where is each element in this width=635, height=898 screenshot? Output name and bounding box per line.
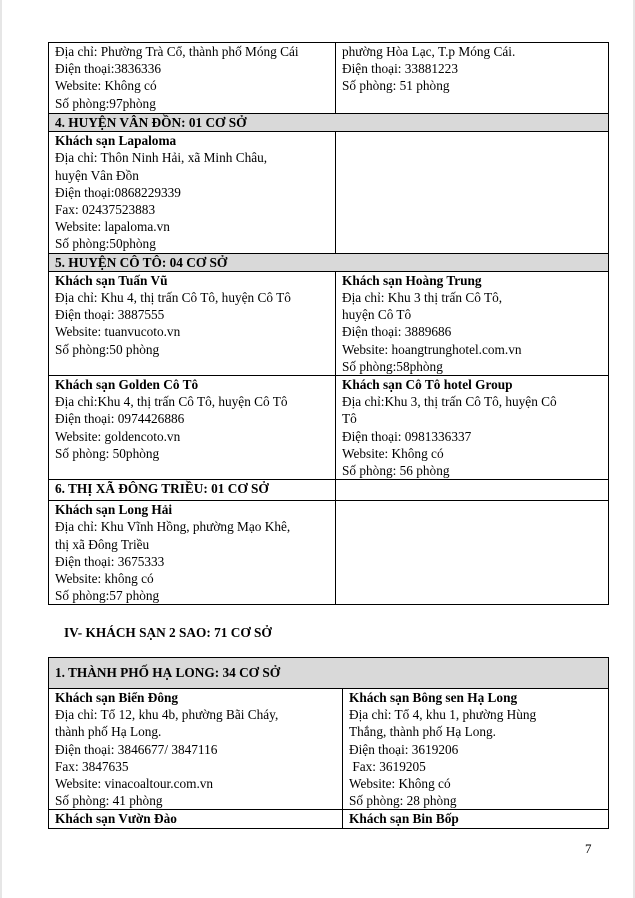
- hotel-cell: [49, 132, 336, 253]
- hotel-name: Khách sạn Hoàng Trung: [342, 272, 482, 288]
- hotel-line: Địa chỉ: Phường Trà Cổ, thành phố Móng Cái: [55, 44, 299, 59]
- hotel-line: Website: không có: [55, 571, 154, 587]
- hotel-line: huyện Vân Đồn: [55, 167, 139, 183]
- hotel-line: Thắng, thành phố Hạ Long.: [349, 724, 496, 740]
- hotel-line: Điện thoại: 0981336337: [342, 428, 472, 444]
- hotel-name: Khách sạn Vườn Đào: [49, 810, 343, 828]
- hotel-line: Điện thoại:3836336: [55, 61, 161, 77]
- hotel-name: Khách sạn Lapaloma: [55, 133, 177, 149]
- table-row: [49, 501, 609, 605]
- hotel-line: phường Hòa Lạc, T.p Móng Cái.: [342, 44, 516, 59]
- section-heading-co-to: 5. HUYỆN CÔ TÔ: 04 CƠ SỞ: [49, 253, 609, 271]
- hotel-line: Địa chỉ: Khu Vĩnh Hồng, phường Mạo Khê,: [55, 519, 291, 535]
- page-left-edge: [0, 0, 2, 898]
- table-row: [49, 376, 609, 480]
- hotel-line: Số phòng: 41 phòng: [55, 793, 163, 809]
- section-heading-ha-long: 1. THÀNH PHỐ HẠ LONG: 34 CƠ SỞ: [49, 658, 609, 689]
- hotel-line: Điện thoại: 3619206: [349, 741, 459, 757]
- hotel-line: Số phòng:58phòng: [342, 358, 443, 374]
- hotel-line: Điện thoại: 3889686: [342, 324, 452, 340]
- hotel-line: Fax: 3847635: [55, 758, 129, 774]
- page-number: 7: [585, 841, 592, 856]
- hotel-line: Địa chỉ:Khu 3, thị trấn Cô Tô, huyện Cô: [342, 394, 557, 410]
- hotel-cell: [49, 689, 343, 810]
- hotel-line: Địa chỉ: Thôn Ninh Hải, xã Minh Châu,: [55, 150, 268, 166]
- table-row: [49, 810, 609, 828]
- section-row: [49, 253, 609, 271]
- section-heading-dong-trieu: 6. THỊ XÃ ĐÔNG TRIỀU: 01 CƠ SỞ: [49, 480, 336, 501]
- hotel-name: Khách sạn Bin Bốp: [343, 810, 609, 828]
- empty-cell: [336, 480, 609, 501]
- hotel-line: Fax: 3619205: [349, 758, 426, 774]
- hotel-line: Số phòng:57 phòng: [55, 588, 160, 604]
- empty-cell: [336, 501, 609, 605]
- hotel-line: Số phòng: 56 phòng: [342, 463, 450, 479]
- hotel-line: Website: goldencoto.vn: [55, 428, 181, 444]
- section-heading-2-star: IV- KHÁCH SẠN 2 SAO: 71 CƠ SỞ: [64, 625, 272, 640]
- hotel-line: Địa chỉ: Khu 3 thị trấn Cô Tô,: [342, 290, 503, 306]
- hotel-line: Số phòng:97phòng: [55, 95, 156, 111]
- hotel-line: Website: vinacoaltour.com.vn: [55, 776, 214, 792]
- table-row: [49, 132, 609, 253]
- hotel-name: Khách sạn Biển Đông: [55, 690, 179, 705]
- hotel-line: Số phòng:50phòng: [55, 236, 156, 252]
- hotel-table-2-star: [48, 657, 609, 829]
- hotel-cell: [343, 689, 609, 810]
- hotel-line: huyện Cô Tô: [342, 307, 412, 323]
- hotel-line: Website: tuanvucoto.vn: [55, 324, 181, 340]
- hotel-line: Fax: 02437523883: [55, 202, 156, 218]
- hotel-line: Website: Không có: [342, 445, 444, 461]
- hotel-line: Website: Không có: [349, 776, 451, 792]
- section-row: [49, 480, 609, 501]
- hotel-line: Điện thoại: 3675333: [55, 553, 165, 569]
- hotel-line: Điện thoại: 3846677/ 3847116: [55, 741, 218, 757]
- hotel-cell: [336, 376, 609, 480]
- table-row: [49, 43, 609, 114]
- hotel-line: Website: Không có: [55, 78, 157, 94]
- table-row: [49, 271, 609, 375]
- table-row: [49, 689, 609, 810]
- section-heading-van-don: 4. HUYỆN VÂN ĐỒN: 01 CƠ SỞ: [49, 114, 609, 132]
- hotel-line: Điện thoại: 33881223: [342, 61, 458, 77]
- hotel-line: Địa chỉ:Khu 4, thị trấn Cô Tô, huyện Cô Tô: [55, 394, 288, 410]
- hotel-name: Khách sạn Golden Cô Tô: [55, 377, 199, 393]
- hotel-line: Điện thoại:0868229339: [55, 184, 181, 200]
- hotel-cell: [336, 271, 609, 375]
- hotel-line: Số phòng: 51 phòng: [342, 78, 450, 94]
- hotel-line: thị xã Đông Triều: [55, 536, 150, 552]
- hotel-line: thành phố Hạ Long.: [55, 724, 162, 740]
- hotel-line: Điện thoại: 3887555: [55, 307, 165, 323]
- hotel-line: Điện thoại: 0974426886: [55, 411, 185, 427]
- hotel-line: Địa chỉ: Tổ 12, khu 4b, phường Bãi Cháy,: [55, 707, 279, 723]
- hotel-line: Website: hoangtrunghotel.com.vn: [342, 341, 522, 357]
- hotel-line: Địa chỉ: Khu 4, thị trấn Cô Tô, huyện Cô Tô: [55, 290, 291, 306]
- hotel-cell: [49, 501, 336, 605]
- hotel-line: Số phòng:50 phòng: [55, 341, 160, 357]
- hotel-name: Khách sạn Tuấn Vũ: [55, 272, 168, 288]
- hotel-name: Khách sạn Bông sen Hạ Long: [349, 690, 518, 705]
- hotel-cell: [49, 43, 336, 114]
- hotel-table-3-star: [48, 42, 609, 605]
- empty-cell: [336, 132, 609, 253]
- hotel-line: Số phòng: 28 phòng: [349, 793, 457, 809]
- hotel-cell: [49, 376, 336, 480]
- section-row: [49, 658, 609, 689]
- hotel-name: Khách sạn Cô Tô hotel Group: [342, 377, 513, 393]
- hotel-cell: [49, 271, 336, 375]
- hotel-line: Địa chỉ: Tổ 4, khu 1, phường Hùng: [349, 707, 537, 723]
- hotel-line: Tô: [342, 411, 357, 427]
- hotel-line: Website: lapaloma.vn: [55, 219, 170, 235]
- hotel-cell: [336, 43, 609, 114]
- hotel-line: Số phòng: 50phòng: [55, 445, 160, 461]
- hotel-name: Khách sạn Long Hải: [55, 502, 173, 518]
- section-row: [49, 114, 609, 132]
